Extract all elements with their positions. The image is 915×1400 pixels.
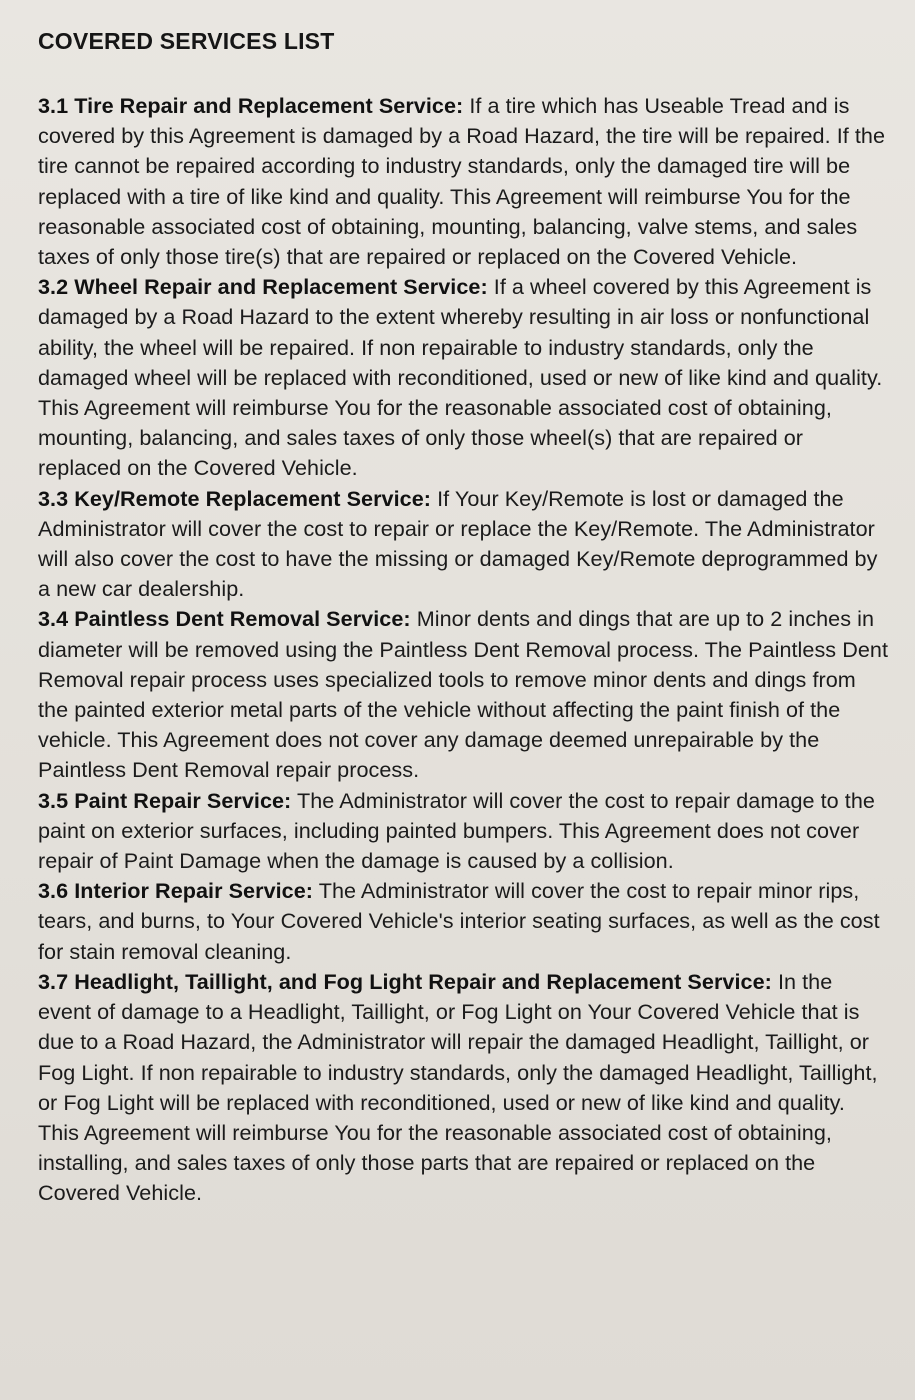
section-3-7 [38, 967, 888, 1209]
document-heading: COVERED SERVICES LIST [38, 28, 335, 54]
section-body: If a wheel covered by this Agreement is damaged by a Road Hazard to the extent whereby resulting in air loss or nonfunctional ability, the wheel will be repaired. If non repairable to industry standards, only the damaged wheel will be replaced with reconditioned, used or new of like kind and quality. This Agreement will reimburse You for the reasonable associated cost of obtaining, mounting, balancing, and sales taxes of only those wheel(s) that are repaired or replaced on the Covered Vehicle. [38, 274, 883, 481]
section-title: 3.4 Paintless Dent Removal Service: [38, 606, 411, 632]
section-title: 3.2 Wheel Repair and Replacement Service: [38, 274, 488, 300]
section-title: 3.5 Paint Repair Service: [38, 787, 292, 813]
section-title: 3.7 Headlight, Taillight, and Fog Light Repair and Replacement Service: [38, 968, 772, 994]
section-body: Minor dents and dings that are up to 2 inches in diameter will be removed using the Paintless Dent Removal process. The Paintless Dent Removal repair process uses specialized tools to remove minor dents and dings from the painted exterior metal parts of the vehicle without affecting the paint finish of the vehicle. This Agreement does not cover any damage deemed unrepairable by the Paintless Dent Removal repair process. [38, 606, 889, 783]
section-body: If Your Key/Remote is lost or damaged the Administrator will cover the cost to repair or replace the Key/Remote. The Administrator will also cover the cost to have the missing or damaged Key/Remote deprogrammed by a new car dealership. [38, 485, 878, 602]
section-title: 3.6 Interior Repair Service: [38, 878, 314, 904]
section-title: 3.3 Key/Remote Replacement Service: [38, 485, 432, 511]
section-3-5 [38, 786, 888, 877]
section-body: The Administrator will cover the cost to repair minor rips, tears, and burns, to Your Covered Vehicle's interior seating surfaces, as well as the cost for stain removal cleaning. [38, 878, 880, 964]
section-body: In the event of damage to a Headlight, Taillight, or Fog Light on Your Covered Vehicle that is due to a Road Hazard, the Administrator will repair the damaged Headlight, Taillight, or Fog Light. If non repairable to industry standards, only the damaged Headlight, Taillight, or Fog Light will be replaced with reconditioned, used or new of like kind and quality. This Agreement will reimburse You for the reasonable associated cost of obtaining, installing, and sales taxes of only those parts that are repaired or replaced on the Covered Vehicle. [38, 968, 878, 1206]
section-title: 3.1 Tire Repair and Replacement Service: [38, 93, 464, 118]
section-body: If a tire which has Useable Tread and is covered by this Agreement is damaged by a Road Hazard, the tire will be repaired. If the tire cannot be repaired according to industry standards, only the damaged tire will be replaced with a tire of like kind and quality. This Agreement will reimburse You for the reasonable associated cost of obtaining, mounting, balancing, valve stems, and sales taxes of only those tire(s) that are repaired or replaced on the Covered Vehicle. [38, 93, 886, 270]
section-3-3 [38, 484, 888, 605]
section-3-1 [38, 91, 888, 272]
section-3-2 [38, 272, 888, 483]
section-3-4 [38, 604, 888, 785]
section-3-6 [38, 876, 888, 967]
document-page [38, 28, 888, 1209]
section-body: The Administrator will cover the cost to repair damage to the paint on exterior surfaces, including painted bumpers. This Agreement does not cover repair of Paint Damage when the damage is caused by a collision. [38, 787, 875, 874]
